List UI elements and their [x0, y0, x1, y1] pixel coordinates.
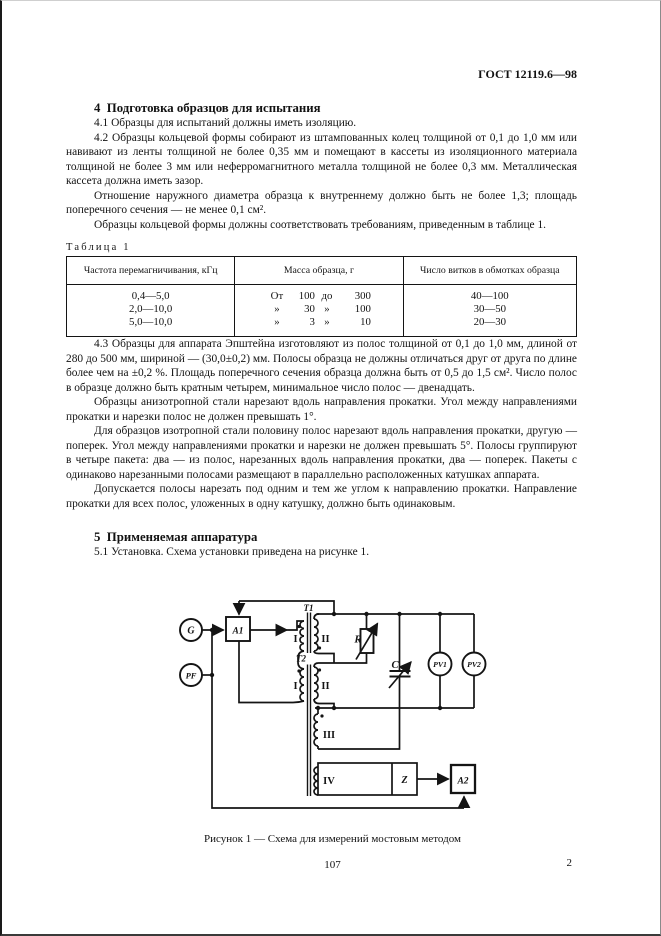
- t2-winding-ii-label: II: [321, 681, 330, 692]
- turns-cell: 30—50: [403, 303, 576, 316]
- t1-winding-ii-label: II: [321, 634, 330, 645]
- col-frequency-header: Частота перемагничивания, кГц: [67, 257, 235, 285]
- t2-label: T2: [296, 653, 306, 664]
- table-row: [67, 284, 577, 303]
- resistor-label: R: [354, 633, 362, 646]
- figure-1-schematic: [162, 593, 507, 817]
- mass-cell: » 30 » 100: [235, 303, 403, 316]
- winding-iv-label: IV: [323, 776, 335, 787]
- wire-t1ii-bottom: [314, 651, 334, 663]
- wire-t2ii-top: [314, 663, 334, 667]
- paragraph-4-3d: Допускается полосы нарезать под одним и тем же углом к направлению прокатки. Направление прокатки для всех полос, уложенных в одну катушку, должно быть одинаковым.: [66, 483, 577, 510]
- section-4-heading: 4 Подготовка образцов для испытания: [94, 101, 321, 115]
- table-header-row: [67, 257, 577, 285]
- t1-winding-i: [300, 621, 304, 651]
- paragraph-4-3c: Для образцов изотропной стали половину полос нарезают вдоль направления прокатки, другую — поперек. Угол между направлениями прокатки и нарезки не должен превышать 5°. Полосы группируют в четыре пакета: два — из полос, нарезанных вдоль направления прокатки, два — поперек. Пакеты с одинаково нарезанными полосами размещают в параллельно расположенных катушках аппарата.: [66, 425, 577, 481]
- paragraph-4-3: 4.3 Образцы для аппарата Эпштейна изготовляют из полос толщиной от 0,1 до 1,0 мм, длиной от 280 до 500 мм, шириной — (30,0±0,2) мм. Полосы образца не должны отличаться друг от друга по длине более чем на ±0,2 %. Площадь поперечного сечения образца должна быть от 0,5 до 1,5 см². Число полос в образце должно быть кратным четырем, минимальное число полос — двенадцать.: [66, 338, 577, 394]
- col-mass-header: Масса образца, г: [235, 257, 403, 285]
- freq-cell: 5,0—10,0: [67, 316, 235, 337]
- table-1: [66, 256, 577, 337]
- t2-winding-i-label: I: [293, 681, 298, 692]
- capacitor-label: C: [391, 660, 399, 671]
- t2-winding-i: [300, 669, 304, 701]
- frequency-meter-label: PF: [185, 670, 197, 681]
- turns-cell: 20—30: [403, 316, 576, 337]
- paragraph-4-2: 4.2 Образцы кольцевой формы собирают из штампованных колец толщиной от 0,1 до 1,0 мм или навивают из ленты толщиной не более 0,35 мм и помещают в кассеты из изоляционного материала толщиной не более 3 мм или неферромагнитного металла толщиной не более 0,3 мм. Металлическая кассета должна иметь зазор.: [66, 131, 577, 187]
- turns-cell: 40—100: [403, 284, 576, 303]
- table-row: [67, 316, 577, 337]
- t1-winding-i-label: I: [293, 634, 298, 645]
- t1-winding-ii: [314, 619, 318, 651]
- t2-core: [308, 665, 311, 797]
- voltmeter2-label: PV2: [467, 660, 481, 669]
- figure-labels: [186, 603, 481, 787]
- page-number-right: 2: [566, 857, 572, 869]
- t2-winding-ii: [314, 667, 318, 699]
- wire-r-bottom: [334, 653, 367, 663]
- wire-t2i-return-to-a1: [239, 641, 304, 703]
- voltmeter1-label: PV1: [433, 660, 447, 669]
- amplifier2-label: A2: [457, 776, 469, 787]
- paragraph-4-3b: Образцы анизотропной стали нарезают вдоль направления прокатки. Угол между направлениями прокатки и нарезки полос не должен превышать 1°.: [66, 396, 577, 423]
- wire-bottom-run: [212, 630, 464, 808]
- t1-core: [308, 613, 311, 654]
- t1-label: T1: [303, 603, 314, 613]
- winding-iii: [314, 714, 318, 746]
- text-column: [66, 67, 577, 560]
- gost-header: ГОСТ 12119.6—98: [478, 67, 577, 81]
- figure-1-caption: Рисунок 1 — Схема для измерений мостовым методом: [204, 833, 461, 845]
- col-turns-header: Число витков в обмотках образца: [403, 257, 576, 285]
- wire-feedback-loop: [239, 601, 334, 614]
- paragraph-4-1: 4.1 Образцы для испытаний должны иметь изоляцию.: [94, 117, 357, 129]
- table-row: [67, 303, 577, 316]
- page-number-center: 107: [324, 859, 341, 871]
- table-1-label: Таблица 1: [66, 242, 131, 253]
- mass-cell: От 100 до 300: [235, 284, 403, 303]
- section-5-heading: 5 Применяемая аппаратура: [94, 530, 258, 545]
- winding-iii-label: III: [322, 730, 336, 741]
- amplifier1-label: A1: [232, 626, 244, 637]
- paragraph-4-2c: Образцы кольцевой формы должны соответствовать требованиям, приведенным в таблице 1.: [94, 218, 546, 231]
- freq-cell: 0,4—5,0: [67, 284, 235, 303]
- impedance-label: Z: [401, 775, 408, 786]
- freq-cell: 2,0—10,0: [67, 303, 235, 316]
- paragraph-5-1: 5.1 Установка. Схема установки приведена на рисунке 1.: [94, 546, 370, 559]
- generator-label: G: [187, 625, 195, 637]
- mass-cell: » 3 » 10: [235, 316, 403, 337]
- paragraph-4-2b: Отношение наружного диаметра образца к внутреннему должно быть не более 1,3; площадь поперечного сечения — не менее 0,1 см².: [66, 189, 577, 216]
- junction-dots: [210, 612, 442, 710]
